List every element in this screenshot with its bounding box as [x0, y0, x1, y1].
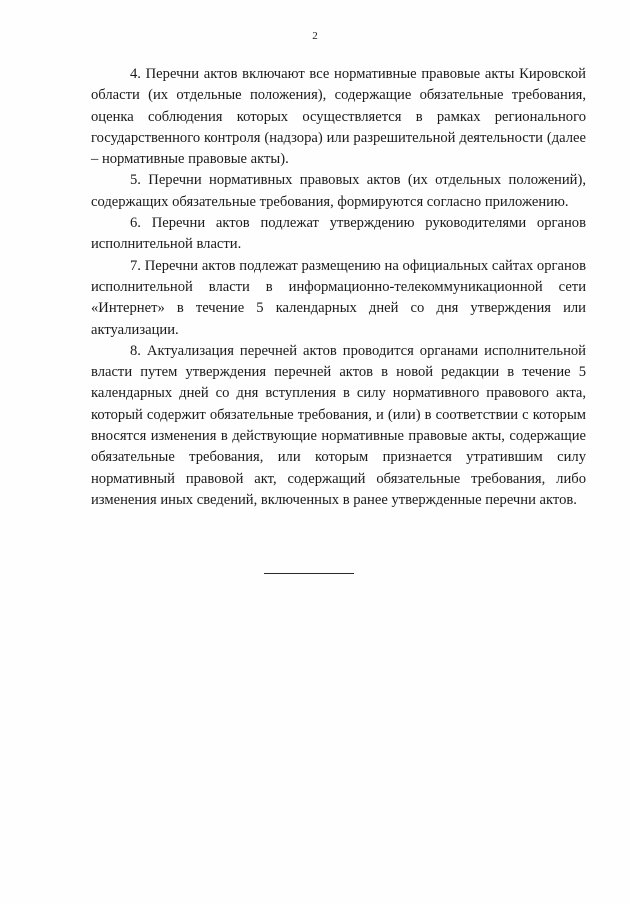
end-of-text-line: [264, 573, 354, 574]
document-body: [91, 64, 586, 511]
paragraph-6: 6. Перечни актов подлежат утверждению руководителями органов исполнительной власти.: [91, 215, 586, 253]
paragraph-4: 4. Перечни актов включают все нормативные правовые акты Кировской области (их отдельные положения), содержащие обязательные требования, оценка соблюдения которых осуществляется в рамках регионального государственного контроля (надзора) или разрешительной деятельности (далее – нормативные правовые акты).: [91, 66, 586, 168]
paragraph-7: 7. Перечни актов подлежат размещению на официальных сайтах органов исполнительной власти в информационно-телекоммуникационной сети «Интернет» в течение 5 календарных дней со дня утверждения или актуализации.: [91, 257, 586, 338]
paragraph-5: 5. Перечни нормативных правовых актов (их отдельных положений), содержащих обязательные требования, формируются согласно приложению.: [91, 172, 586, 210]
paragraph-8: 8. Актуализация перечней актов проводится органами исполнительной власти путем утверждения перечней актов в новой редакции в течение 5 календарных дней со дня вступления в силу нормативного правового акта, который содержит обязательные требования, и (или) в соответствии с которым вносятся изменения в действующие нормативные правовые акты, содержащие обязательные требования, или которым признается утратившим силу нормативный правовой акт, содержащий обязательные требования, либо изменения иных сведений, включенных в ранее утвержденные перечни актов.: [91, 342, 586, 508]
page-number: 2: [312, 30, 318, 42]
